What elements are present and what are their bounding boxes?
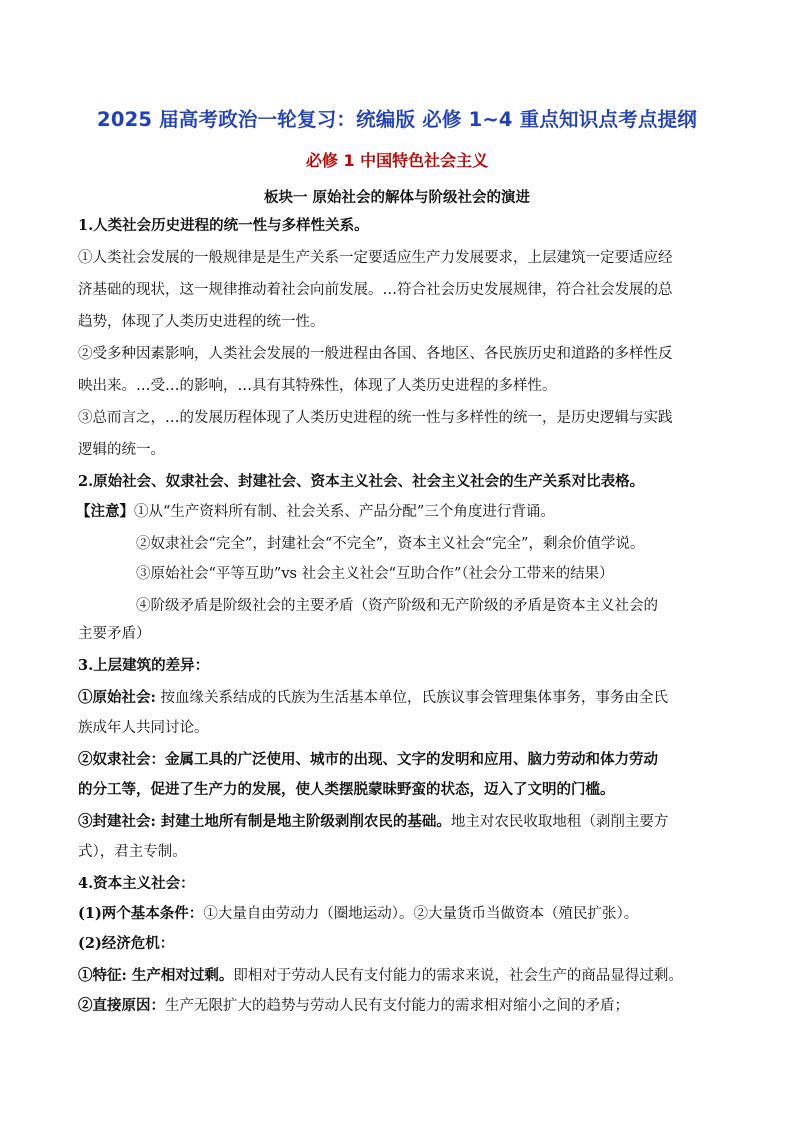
paragraph-line: ③总而言之，…的发展历程体现了人类历史进程的统一性与多样性的统一，是历史逻辑与实践 [78, 410, 673, 426]
paragraph-line: ②受多种因素影响，人类社会发展的一般进程由各国、各地区、各民族历史和道路的多样性反 [78, 346, 673, 362]
term-label: (1)两个基本条件： [78, 905, 204, 922]
paragraph-line: 的分工等，促进了生产力的发展，使人类摆脱蒙昧野蛮的状态，迈入了文明的门槛。 [78, 781, 615, 798]
term-text: 生产无限扩大的趋势与劳动人民有支付能力的需求相对缩小之间的矛盾； [165, 998, 629, 1014]
term-label: ②直接原因： [78, 997, 165, 1014]
document-title: 2025 届高考政治一轮复习：统编版 必修 1~4 重点知识点考点提纲 [97, 108, 697, 131]
paragraph-line [78, 996, 629, 1016]
subheading: (2)经济危机： [78, 935, 175, 952]
note-line [76, 502, 555, 522]
document-subtitle: 必修 1 中国特色社会主义 [305, 151, 489, 170]
paragraph-line: 趋势，体现了人类历史进程的统一性。 [78, 314, 325, 330]
note-line: 主要矛盾） [78, 626, 151, 642]
section-heading: 板块一 原始社会的解体与阶级社会的演进 [263, 189, 531, 206]
paragraph-line: 济基础的现状，这一规律推动着社会向前发展。…符合社会历史发展规律，符合社会发展的总 [78, 282, 673, 298]
heading-4: 4.资本主义社会： [78, 875, 195, 892]
note-line: ④阶级矛盾是阶级社会的主要矛盾（资产阶级和无产阶级的矛盾是资本主义社会的 [136, 598, 658, 614]
note-label: 【注意】 [76, 503, 134, 520]
term-label: ③封建社会: 封建土地所有制是地主阶级剥削农民的基础。 [78, 813, 451, 830]
paragraph-line: ②奴隶社会：金属工具的广泛使用、城市的出现、文字的发明和应用、脑力劳动和体力劳动 [78, 751, 658, 768]
term-text: 地主对农民收取地租（剥削主要方 [450, 814, 669, 830]
term-label: ①原始社会: [78, 689, 156, 706]
paragraph-line [78, 688, 668, 708]
paragraph-line [78, 904, 638, 924]
heading-3: 3.上层建筑的差异： [78, 657, 210, 674]
heading-2: 2.原始社会、奴隶社会、封建社会、资本主义社会、社会主义社会的生产关系对比表格。 [78, 473, 645, 490]
paragraph-line: 式），君主专制。 [78, 844, 187, 860]
paragraph-line [78, 812, 668, 832]
term-text: 即相对于劳动人民有支付能力的需求来说，社会生产的商品显得过剩。 [233, 968, 683, 984]
paragraph-line [78, 966, 683, 986]
term-label: ①特征: 生产相对过剩。 [78, 967, 234, 984]
note-line: ③原始社会“平等互助”vs 社会主义社会“互助合作”（社会分工带来的结果） [136, 566, 614, 582]
note-text: ①从“生产资料所有制、社会关系、产品分配”三个角度进行背诵。 [134, 504, 555, 520]
paragraph-line: 逻辑的统一。 [78, 442, 165, 458]
term-text: ①大量自由劳动力（圈地运动）。②大量货币当做资本（殖民扩张）。 [203, 906, 639, 922]
paragraph-line: 族成年人共同讨论。 [78, 720, 209, 736]
note-line: ②奴隶社会“完全”，封建社会“不完全”，资本主义社会“完全”，剩余价值学说。 [136, 536, 645, 552]
heading-1: 1.人类社会历史进程的统一性与多样性关系。 [78, 217, 369, 234]
paragraph-line: ①人类社会发展的一般规律是是生产关系一定要适应生产力发展要求，上层建筑一定要适应经 [78, 250, 673, 266]
term-text: 按血缘关系结成的氏族为生活基本单位，氏族议事会管理集体事务，事务由全氏 [155, 690, 668, 706]
paragraph-line: 映出来。…受…的影响，…具有其特殊性，体现了人类历史进程的多样性。 [78, 378, 557, 394]
